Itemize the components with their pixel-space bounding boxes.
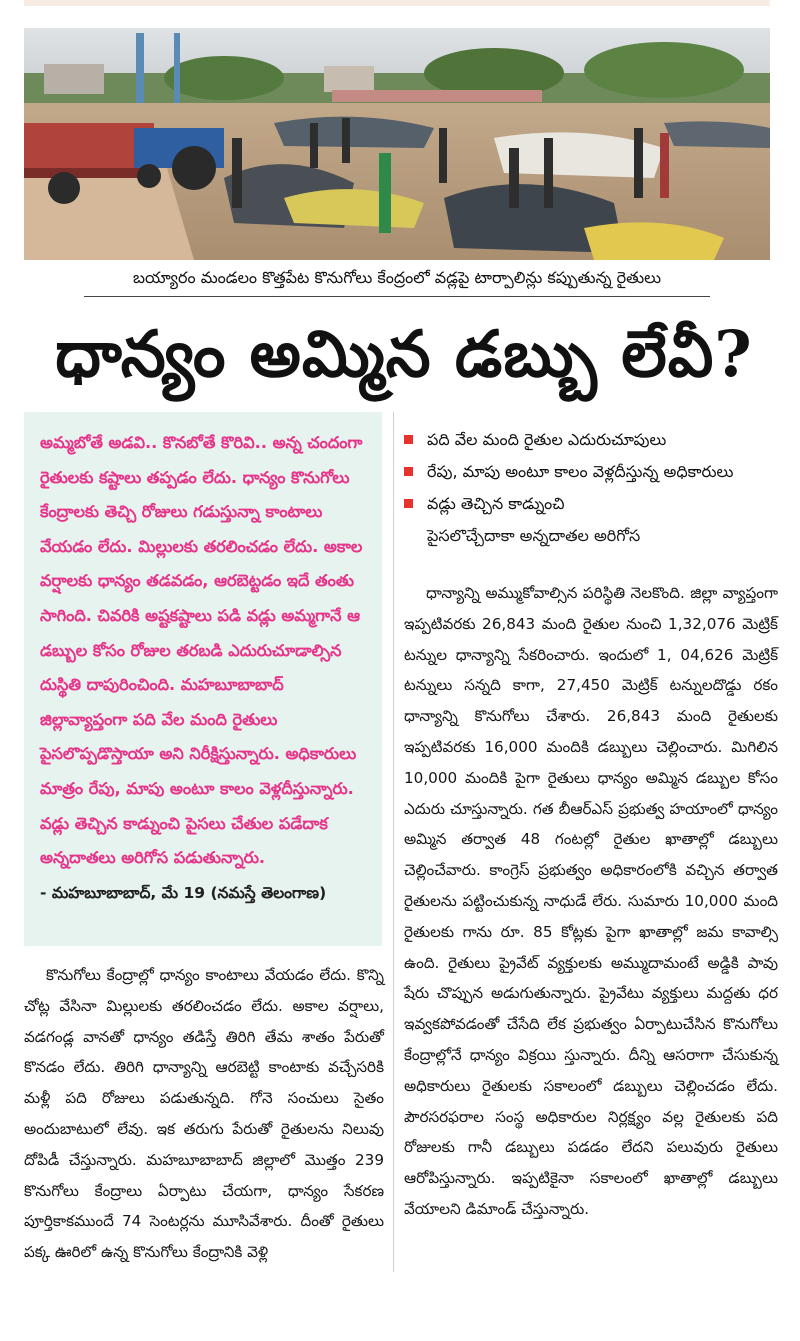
square-bullet-icon xyxy=(404,499,413,508)
farmers-covering-grain-photo-icon xyxy=(24,28,770,260)
highlight-text: పది వేల మంది రైతుల ఎదురుచూపులు xyxy=(427,430,667,449)
article-column-left xyxy=(24,960,384,1268)
highlight-item xyxy=(404,488,784,520)
headline: ధాన్యం అమ్మిన డబ్బు లేవీ? xyxy=(55,317,753,392)
highlight-text: రేపు, మాపు అంటూ కాలం వెళ్లదీస్తున్న అధికారులు xyxy=(427,462,734,481)
dateline: - మహబూబాబాద్, మే 19 (నమస్తే తెలంగాణ) xyxy=(40,883,327,902)
square-bullet-icon xyxy=(404,467,413,476)
news-photo xyxy=(24,28,770,260)
article-paragraph: ధాన్యాన్ని అమ్ముకోవాల్సిన పరిస్థితి నెలకొంది. జిల్లా వ్యాప్తంగా ఇప్పటివరకు 26,843 మంది రైతుల నుంచి 1,32,076 మెట్రిక్ టన్నుల ధాన్యాన్ని సేకరించారు. ఇందులో 1, 04,626 మెట్రిక్ టన్నులు సన్నది కాగా, 27,450 మెట్రిక్ టన్నులదొడ్డు రకం ధాన్యాన్ని కొనుగోలు చేశారు. 26,843 మంది రైతులకు ఇప్పటివరకు 16,000 మందికి డబ్బులు చెల్లించారు. మిగిలిన 10,000 మందికి పైగా రైతులు ధాన్యం అమ్మిన డబ్బుల కోసం ఎదురు చూస్తున్నారు. గత బీఆర్ఎస్ ప్రభుత్వ హయాంలో ధాన్యం అమ్మిన తర్వాత 48 గంటల్లో రైతుల ఖాతాల్లో డబ్బులు చెల్లించేవారు. కాంగ్రెస్ ప్రభుత్వం అధికారంలోకి వచ్చిన తర్వాత రైతులను పట్టించుకున్న నాధుడే లేరు. సుమారు 10,000 మంది రైతులకు గాను రూ. 85 కోట్లకు పైగా ఖాతాల్లో జమ కావాల్సి ఉంది. రైతులు ప్రైవేట్ వ్యక్తులకు అమ్ముదామంటే అడ్డికి పావు షేరు చొప్పున అడుగుతున్నారు. ప్రైవేటు వ్యక్తులు మద్దతు ధర ఇవ్వకపోవడంతో చేసేది లేక ప్రభుత్వం ఏర్పాటుచేసిన కొనుగోలు కేంద్రాల్లోనే ధాన్యం విక్రయి స్తున్నారు. దీన్ని ఆసరాగా చేసుకున్న అధికారులు రైతులకు సకాలంలో డబ్బులు చెల్లించడం లేదు. పౌరసరఫరాల సంస్థ అధికారుల నిర్లక్ష్యం వల్ల రైతులకు పది రోజులకు గానీ డబ్బులు పడడం లేదని పలువురు రైతులు ఆరోపిస్తున్నారు. ఇప్పటికైనా సకాలంలో ఖాతాల్లో డబ్బులు వేయాలని డిమాండ్ చేస్తున్నారు. xyxy=(404,584,778,1218)
highlight-item xyxy=(404,424,784,456)
summary-box xyxy=(24,412,382,946)
caption-rule xyxy=(84,296,710,297)
highlight-item xyxy=(404,456,784,488)
highlight-text: వడ్లు తెచ్చిన కాడ్నుంచి xyxy=(427,494,565,513)
article-column-right xyxy=(404,578,778,1225)
highlights-list xyxy=(404,424,784,552)
photo-caption: బయ్యారం మండలం కొత్తపేట కొనుగోలు కేంద్రంలో వడ్లపై టార్పాలిన్లు కప్పుతున్న రైతులు xyxy=(132,268,662,287)
top-strip xyxy=(24,0,770,6)
summary-text: అమ్మబోతే అడవి.. కొనబోతే కొరివి.. అన్న చందంగా రైతులకు కష్టాలు తప్పడం లేదు. ధాన్యం కొనుగోలు కేంద్రాలకు తెచ్చి రోజులు గడుస్తున్నా కాంటాలు వేయడం లేదు. మిల్లులకు తరలించడం లేదు. అకాల వర్షాలకు ధాన్యం తడవడం, ఆరబెట్టడం ఇదే తంతు సాగింది. చివరికి అష్టకష్టాలు పడి వడ్లు అమ్మగానే ఆ డబ్బుల కోసం రోజుల తరబడి ఎదురుచూడాల్సిన దుస్థితి దాపురించింది. మహబూబాబాద్ జిల్లావ్యాప్తంగా పది వేల మంది రైతులు పైసలొప్పడొస్తాయా అని నిరీక్షిస్తున్నారు. అధికారులు మాత్రం రేపు, మాపు అంటూ కాలం వెళ్లదీస్తున్నారు. వడ్లు తెచ్చిన కాడ్నుంచి పైసలు చేతుల పడేదాక అన్నదాతలు అరిగోస పడుతున్నారు. xyxy=(40,433,363,868)
article-paragraph: కొనుగోలు కేంద్రాల్లో ధాన్యం కాంటాలు వేయడం లేదు. కొన్ని చోట్ల వేసినా మిల్లులకు తరలించడం లేదు. అకాల వర్షాలు, వడగండ్ల వానతో ధాన్యం తడిస్తే తిరిగి తేమ శాతం పేరుతో కొనడం లేదు. తిరిగి ధాన్యాన్ని ఆరబెట్టి కాంటాకు వచ్చేసరికి మళ్లీ పది రోజులు పడుతున్నది. గోనె సంచులు సైతం అందుబాటులో లేవు. ఇక తరుగు పేరుతో రైతులను నిలువు దోపిడీ చేస్తున్నారు. మహబూబాబాద్ జిల్లాలో మొత్తం 239 కొనుగోలు కేంద్రాలు ఏర్పాటు చేయగా, ధాన్యం సేకరణ పూర్తికాకముందే 74 సెంటర్లను మూసివేశారు. దీంతో రైతులు పక్క ఊరిలో ఉన్న కొనుగోలు కేంద్రానికి వెళ్లి xyxy=(24,966,384,1262)
column-divider xyxy=(393,412,394,1272)
highlight-text-continued: పైసలొచ్చేదాకా అన్నదాతల అరిగోస xyxy=(427,526,641,545)
square-bullet-icon xyxy=(404,435,413,444)
